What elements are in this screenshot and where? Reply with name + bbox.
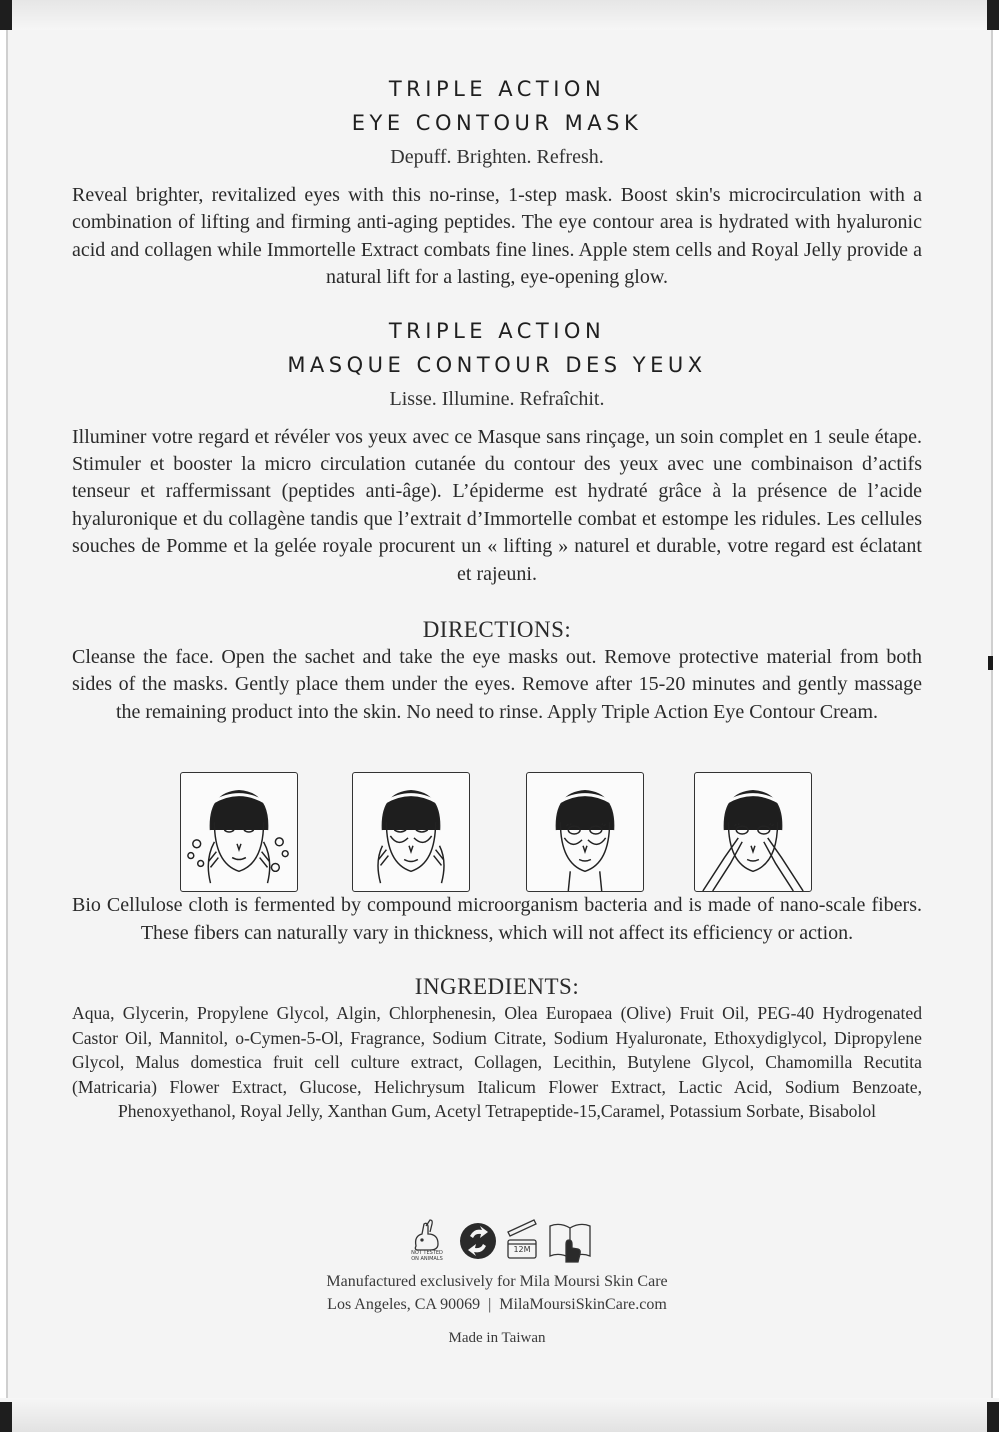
- step-2-apply-mask-illustration: [352, 772, 470, 892]
- address-line: Los Angeles, CA 90069 | MilaMoursiSkinCare.com: [327, 1296, 667, 1313]
- pao-12m-label: 12M: [513, 1245, 531, 1254]
- english-tagline: Depuff. Brighten. Refresh.: [390, 146, 604, 168]
- corner-mark: [987, 0, 999, 30]
- package-top-edge: [0, 0, 999, 30]
- read-leaflet-icon: [546, 1218, 594, 1266]
- origin-line: Made in Taiwan: [448, 1330, 546, 1346]
- bio-cellulose-note: Bio Cellulose cloth is fermented by compound microorganism bacteria and is made of nano-scale fibers. These fibers can naturally vary in thickness, which will not affect its efficiency or action.: [72, 894, 922, 944]
- manufacturer-block: [72, 1270, 922, 1316]
- step-3-mask-on-illustration: [526, 772, 644, 892]
- english-title-line1: TRIPLE ACTION: [388, 77, 606, 101]
- english-title-line2: EYE CONTOUR MASK: [351, 111, 643, 135]
- recycle-icon: [458, 1218, 498, 1266]
- package-bottom-edge: [0, 1398, 999, 1432]
- side-notch: [988, 656, 993, 670]
- period-after-opening-jar-icon: [504, 1218, 540, 1266]
- corner-mark: [0, 0, 12, 30]
- step-4-massage-illustration: [694, 772, 812, 892]
- english-description: Reveal brighter, revitalized eyes with this no-rinse, 1-step mask. Boost skin's microcirculation with a combination of lifting and firming anti-aging peptides. The eye contour area is hydrated with hyaluronic acid and collagen while Immortelle Extract combats fine lines. Apple stem cells and Royal Jelly provide a natural lift for a lasting, eye-opening glow.: [72, 184, 922, 289]
- french-tagline: Lisse. Illumine. Refraîchit.: [389, 387, 605, 410]
- french-description: Illuminer votre regard et révéler vos yeux avec ce Masque sans rinçage, un soin complet en 1 seule étape. Stimuler et booster la micro circulation cutanée du contour des yeux avec une combinaison d’actifs tenseur et raffermissant (peptides anti-âge). L’épiderme est hydraté grâce à la présence de l’acide hyaluronique et du collagène tandis que l’extrait d’Immortelle combat et estompe les ridules. Les cellules souches de Pomme et la gelée royale procurent un « lifting » naturel et durable, votre regard est éclatant et rajeuni.: [72, 425, 922, 585]
- cruelty-free-bunny-icon: [404, 1218, 450, 1266]
- directions-illustrations: [180, 772, 814, 894]
- step-1-cleanse-illustration: [180, 772, 298, 892]
- manufacturer-line: Manufactured exclusively for Mila Moursi Skin Care: [326, 1273, 668, 1290]
- ingredients-list: Aqua, Glycerin, Propylene Glycol, Algin, Chlorphenesin, Olea Europaea (Olive) Fruit Oil, PEG-40 Hydrogenated Castor Oil, Mannitol, o-Cymen-5-Ol, Fragrance, Sodium Citrate, Sodium Hyaluronate, Ethoxydiglycol, Dipropylene Glycol, Malus domestica fruit cell culture extract, Collagen, Lecithin, Butylene Glycol, Chamomilla Recutita (Matricaria) Flower Extract, Glucose, Helichrysum Italicum Flower Extract, Lactic Acid, Sodium Benzoate, Phenoxyethanol, Royal Jelly, Xanthan Gum, Acetyl Tetrapeptide-15,Caramel, Potassium Sorbate, Bisabolol: [72, 1003, 922, 1122]
- directions-heading: DIRECTIONS:: [422, 617, 572, 643]
- corner-mark: [987, 1402, 999, 1432]
- french-title-line1: TRIPLE ACTION: [388, 318, 606, 343]
- label-content: [72, 72, 922, 1124]
- on-animals-label: ON ANIMALS: [411, 1256, 443, 1262]
- directions-text: Cleanse the face. Open the sachet and take the eye masks out. Remove protective material from both sides of the masks. Gently place them under the eyes. Remove after 15-20 minutes and gently massage the remaining product into the skin. No need to rinse. Apply Triple Action Eye Contour Cream.: [72, 646, 922, 723]
- not-tested-label: NOT TESTED: [411, 1250, 443, 1256]
- french-title-line2: MASQUE CONTOUR DES YEUX: [287, 352, 707, 377]
- corner-mark: [0, 1402, 12, 1432]
- ingredients-heading: INGREDIENTS:: [414, 974, 580, 1000]
- packaging-symbols: [404, 1218, 594, 1266]
